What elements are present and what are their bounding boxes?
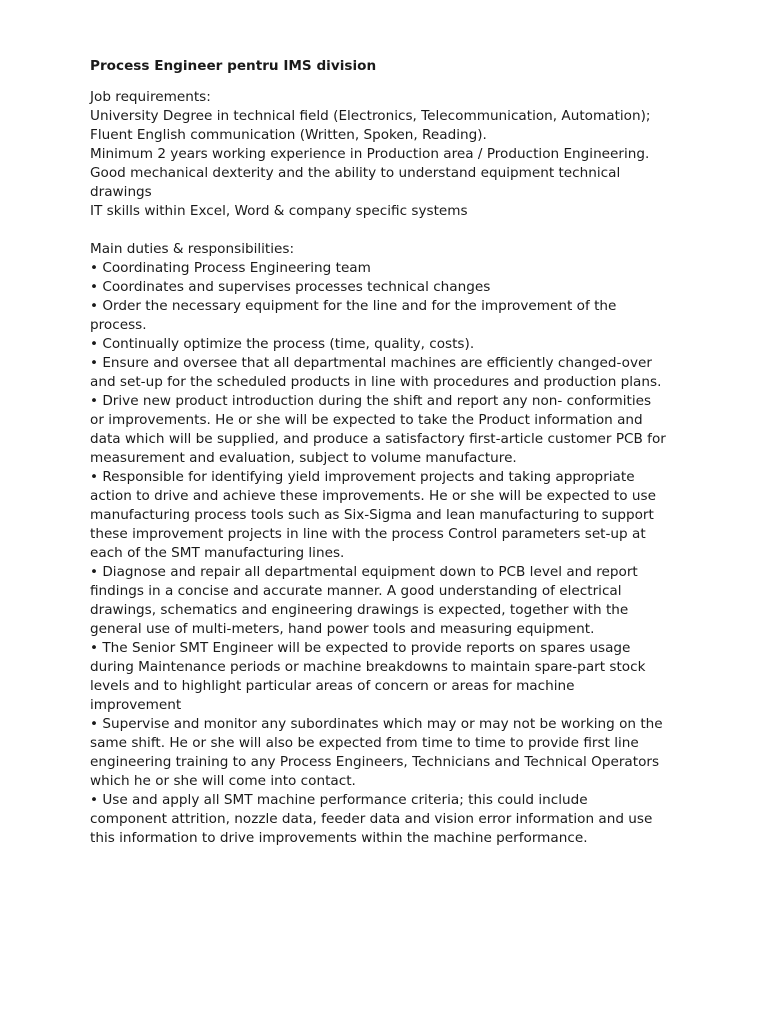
duty-line: each of the SMT manufacturing lines. [90,545,345,561]
duty-line: • Ensure and oversee that all departmental machines are efficiently changed-over [90,355,652,371]
duty-line: drawings, schematics and engineering drawings is expected, together with the [90,602,629,618]
document-title: Process Engineer pentru IMS division [90,58,377,74]
requirement-line: University Degree in technical field (Electronics, Telecommunication, Automation); [90,108,651,124]
duty-line: • The Senior SMT Engineer will be expected to provide reports on spares usage [90,640,631,656]
duty-line: • Diagnose and repair all departmental equipment down to PCB level and report [90,564,638,580]
duty-line: • Drive new product introduction during the shift and report any non- conformities [90,393,652,409]
section-spacer [90,221,690,240]
requirement-line: IT skills within Excel, Word & company specific systems [90,203,468,219]
document-page [90,57,690,848]
duty-line: component attrition, nozzle data, feeder data and vision error information and use [90,811,653,827]
requirement-line: Good mechanical dexterity and the ability to understand equipment technical [90,165,621,181]
duty-line: data which will be supplied, and produce a satisfactory first-article customer PCB for [90,431,666,447]
duty-line: and set-up for the scheduled products in line with procedures and production plans. [90,374,662,390]
duty-line: • Coordinates and supervises processes technical changes [90,279,491,295]
duty-line: these improvement projects in line with the process Control parameters set-up at [90,526,646,542]
duty-line: findings in a concise and accurate manner. A good understanding of electrical [90,583,622,599]
requirements-section [90,88,690,221]
duty-line: general use of multi-meters, hand power tools and measuring equipment. [90,621,595,637]
duty-line: • Coordinating Process Engineering team [90,260,371,276]
duty-line: • Continually optimize the process (time, quality, costs). [90,336,475,352]
duty-line: process. [90,317,147,333]
duty-line: • Supervise and monitor any subordinates which may or may not be working on the [90,716,663,732]
duty-line: measurement and evaluation, subject to volume manufacture. [90,450,517,466]
duty-line: levels and to highlight particular areas of concern or areas for machine [90,678,575,694]
requirements-heading: Job requirements: [90,89,211,105]
duty-line: this information to drive improvements within the machine performance. [90,830,588,846]
requirement-line: drawings [90,184,152,200]
duties-section [90,240,690,848]
duty-line: which he or she will come into contact. [90,773,356,789]
duty-line: • Responsible for identifying yield improvement projects and taking appropriate [90,469,635,485]
duties-heading: Main duties & responsibilities: [90,241,295,257]
duty-line: engineering training to any Process Engineers, Technicians and Technical Operators [90,754,660,770]
duty-line: • Use and apply all SMT machine performance criteria; this could include [90,792,588,808]
duty-line: action to drive and achieve these improvements. He or she will be expected to use [90,488,656,504]
duty-line: during Maintenance periods or machine breakdowns to maintain spare-part stock [90,659,646,675]
requirement-line: Fluent English communication (Written, Spoken, Reading). [90,127,487,143]
duty-line: improvement [90,697,182,713]
duty-line: same shift. He or she will also be expected from time to time to provide first line [90,735,639,751]
requirement-line: Minimum 2 years working experience in Production area / Production Engineering. [90,146,650,162]
duty-line: manufacturing process tools such as Six-Sigma and lean manufacturing to support [90,507,654,523]
duty-line: • Order the necessary equipment for the line and for the improvement of the [90,298,617,314]
duty-line: or improvements. He or she will be expected to take the Product information and [90,412,643,428]
